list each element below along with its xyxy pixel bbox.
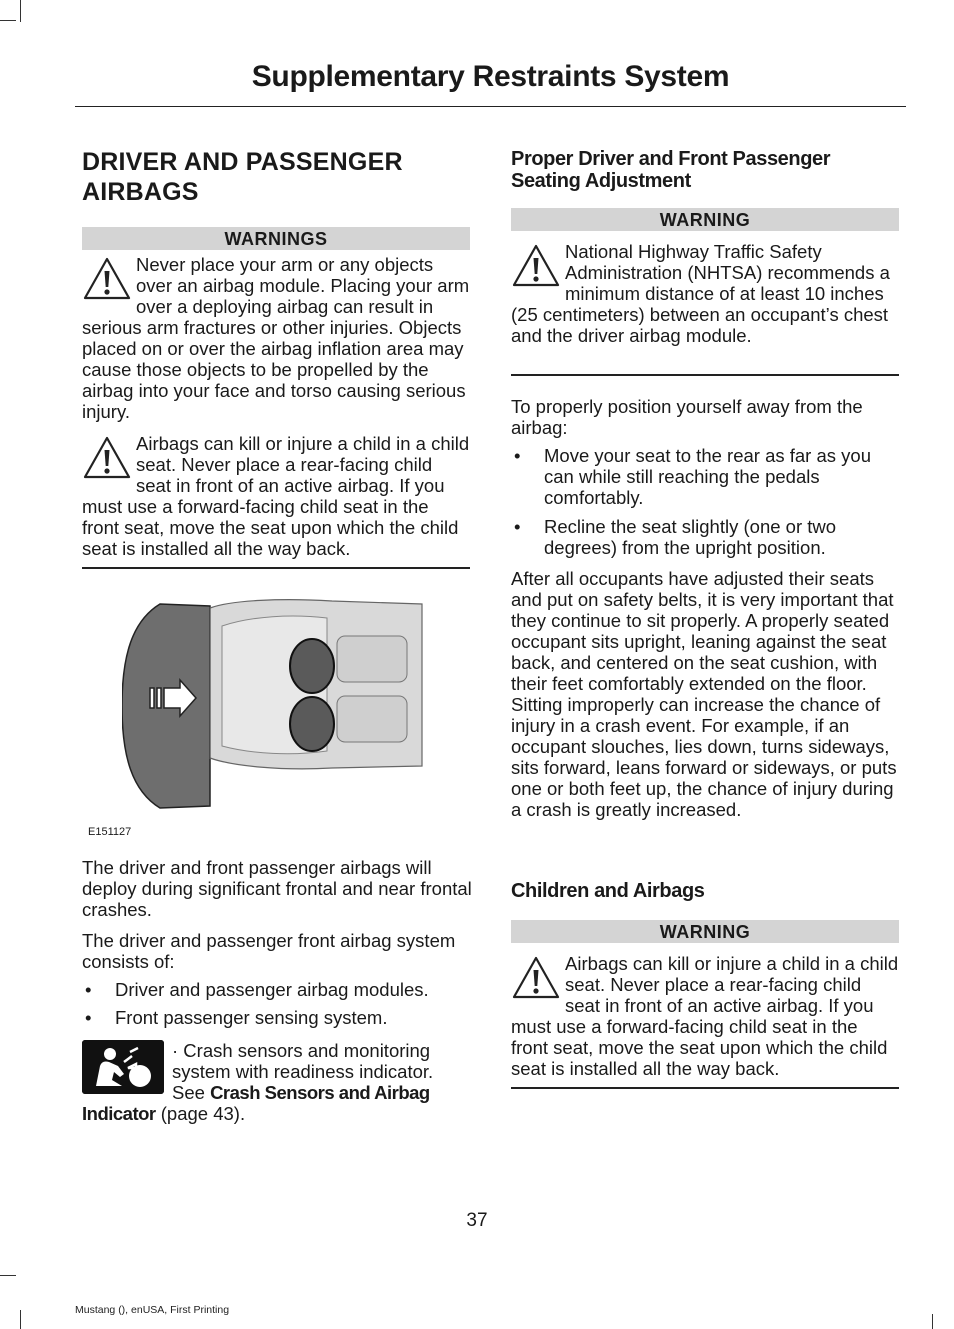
list-item-text: Recline the seat slightly (one or two degrees) from the upright position. (544, 516, 837, 558)
crop-mark (0, 1275, 16, 1276)
paragraph: To properly position yourself away from the airbag: (511, 396, 863, 438)
title-divider (75, 106, 906, 107)
list-item-text: Move your seat to the rear as far as you can while still reaching the pedals comfortably. (544, 445, 871, 508)
indicator-text: · Crash sensors and monitoring system with readiness indicator. See (172, 1040, 434, 1103)
warning-text: Airbags can kill or injure a child in a child seat. Never place a rear-facing child seat in front of an active airbag. If you must use a forward-facing child seat in the front seat, move the seat upon which the child seat is installed all the way back. (511, 953, 899, 1079)
indicator-link[interactable]: Crash Sensors and Airbag Indicator (82, 1082, 430, 1124)
airbag-warning-icon (82, 1040, 164, 1094)
section-heading: DRIVER AND PASSENGER AIRBAGS (82, 148, 403, 206)
crop-mark (20, 1310, 21, 1329)
crop-mark (20, 0, 21, 22)
warning-text: Never place your arm or any objects over an airbag module. Placing your arm over a deploying airbag can result in serious arm fractures or other injuries. Objects placed on or over the airbag inflation area may cause those objects to be propelled by the airbag into your face and torso causing serious injury. (82, 254, 470, 422)
warning-bar: WARNING (511, 920, 899, 943)
warnings-end-rule (82, 567, 470, 569)
indicator-page-ref: (page 43). (155, 1103, 246, 1124)
warning-text: Airbags can kill or injure a child in a child seat. Never place a rear-facing child seat in front of an active airbag. If you must use a forward-facing child seat in the front seat, move the seat upon which the child seat is installed all the way back. (82, 433, 470, 559)
footer-text: Mustang (), enUSA, First Printing (75, 1304, 230, 1316)
warning-bar: WARNING (511, 208, 899, 231)
list-item-text: Front passenger sensing system. (115, 1007, 388, 1028)
crop-mark (0, 20, 16, 21)
warnings-bar: WARNINGS (82, 227, 470, 250)
warning-arm-objects (82, 254, 470, 422)
list-item-text: Driver and passenger airbag modules. (115, 979, 429, 1000)
warning-child-seat (511, 953, 899, 1079)
airbag-deployment-illustration (122, 596, 462, 816)
warning-nhtsa-distance (511, 241, 899, 346)
warning-triangle-icon (511, 955, 561, 1001)
bullet-dot: • (85, 1007, 92, 1028)
warning-end-rule (511, 1087, 899, 1089)
warning-triangle-icon (82, 435, 132, 481)
warning-text: National Highway Traffic Safety Administration (NHTSA) recommends a minimum distance of at least 10 inches (25 centimeters) between an occupant’s chest and the driver airbag module. (511, 241, 890, 346)
section-heading: Children and Airbags (511, 880, 705, 902)
bullet-dot: • (514, 445, 521, 466)
figure-code: E151127 (88, 826, 132, 838)
bullet-dot: • (85, 979, 92, 1000)
paragraph: The driver and passenger front airbag system consists of: (82, 930, 456, 972)
paragraph: The driver and front passenger airbags will deploy during significant frontal and near frontal crashes. (82, 857, 472, 920)
airbag-indicator-note (82, 1040, 470, 1124)
bullet-dot: • (514, 516, 521, 537)
page-number: 37 (466, 1210, 488, 1231)
page-title: Supplementary Restraints System (251, 60, 730, 93)
crop-mark (932, 1314, 933, 1329)
warning-end-rule (511, 374, 899, 376)
warning-triangle-icon (82, 256, 132, 302)
warning-child-seat (82, 433, 470, 559)
warning-triangle-icon (511, 243, 561, 289)
paragraph: After all occupants have adjusted their seats and put on safety belts, it is very important that they continue to sit properly. A properly seated occupant sits upright, leaning against the seat back, and centered on the seat cushion, with their feet comfortably extended on the floor. Sitting improperly can increase the chance of injury in a crash event. For example, if an occupant slouches, lies down, turns sideways, sits forward, leans forward or sideways, or puts one or both feet up, the chance of injury during a crash is greatly increased. (511, 568, 897, 820)
section-heading: Proper Driver and Front Passenger Seating Adjustment (511, 148, 831, 192)
